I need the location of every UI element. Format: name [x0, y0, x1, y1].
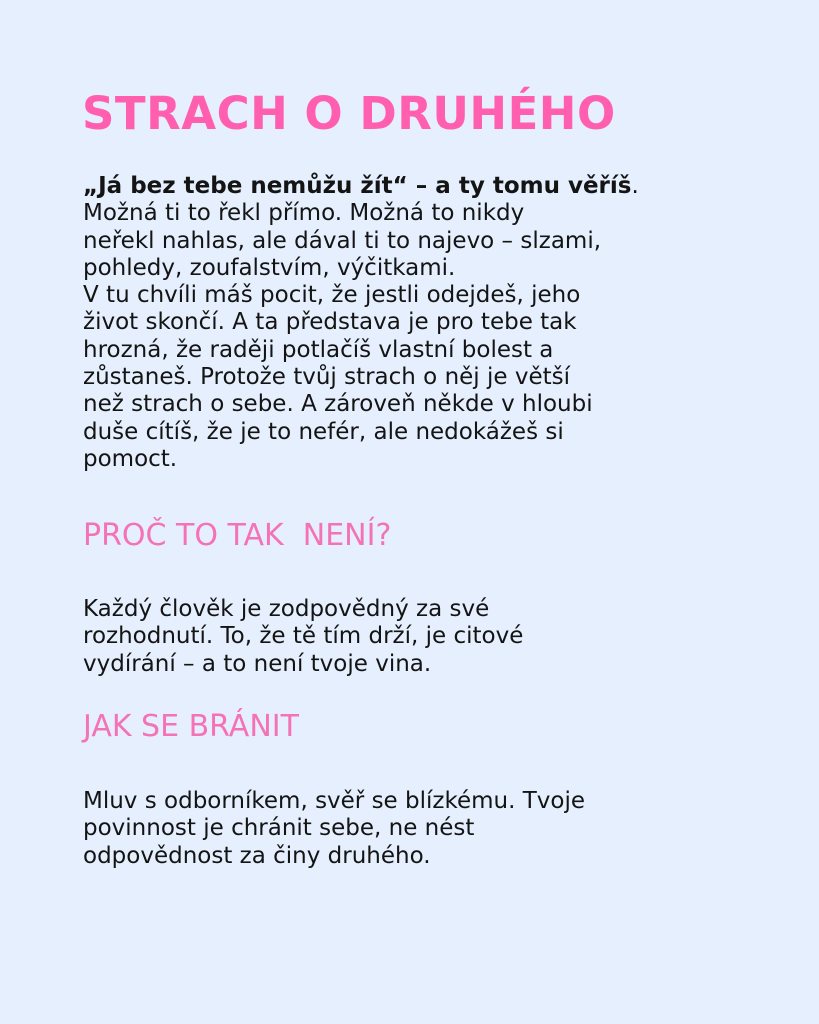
intro-line: V tu chvíli máš pocit, že jestli odejdeš, jeho	[83, 282, 581, 309]
page-title: STRACH O DRUHÉHO	[82, 87, 616, 140]
intro-line: zůstaneš. Protože tvůj strach o něj je větší	[83, 364, 570, 391]
intro-lead-line	[83, 173, 783, 200]
intro-lead-quote: „Já bez tebe nemůžu žít“ – a ty tomu věříš	[83, 173, 632, 199]
intro-line: pomoct.	[83, 445, 178, 472]
intro-line: duše cítíš, že je to nefér, ale nedokážeš si	[83, 418, 564, 445]
why-line: vydírání – a to není tvoje vina.	[83, 650, 432, 677]
why-line: Každý člověk je zodpovědný za své	[83, 596, 490, 622]
section-heading-how: JAK SE BRÁNIT	[83, 709, 299, 744]
how-line: odpovědnost za činy druhého.	[83, 842, 431, 869]
intro-line: pohledy, zoufalstvím, výčitkami.	[83, 254, 456, 281]
section-paragraph-how	[83, 788, 783, 870]
intro-lead-punct: .	[631, 173, 639, 199]
intro-line: hrozná, že raději potlačíš vlastní bolest a	[83, 336, 554, 363]
intro-line: neřekl nahlas, ale dával ti to najevo – slzami,	[83, 227, 602, 254]
how-line: povinnost je chránit sebe, ne nést	[83, 815, 475, 842]
how-line: Mluv s odborníkem, svěř se blízkému. Tvoje	[83, 788, 586, 814]
intro-paragraph	[83, 173, 783, 473]
section-heading-why: PROČ TO TAK NENÍ?	[83, 518, 392, 553]
why-line: rozhodnutí. To, že tě tím drží, je citové	[83, 623, 524, 650]
intro-line: život skončí. A ta představa je pro tebe tak	[83, 309, 577, 336]
intro-line: Možná ti to řekl přímo. Možná to nikdy	[83, 200, 525, 227]
section-paragraph-why	[83, 596, 783, 678]
intro-line: než strach o sebe. A zároveň někde v hloubi	[83, 391, 593, 418]
